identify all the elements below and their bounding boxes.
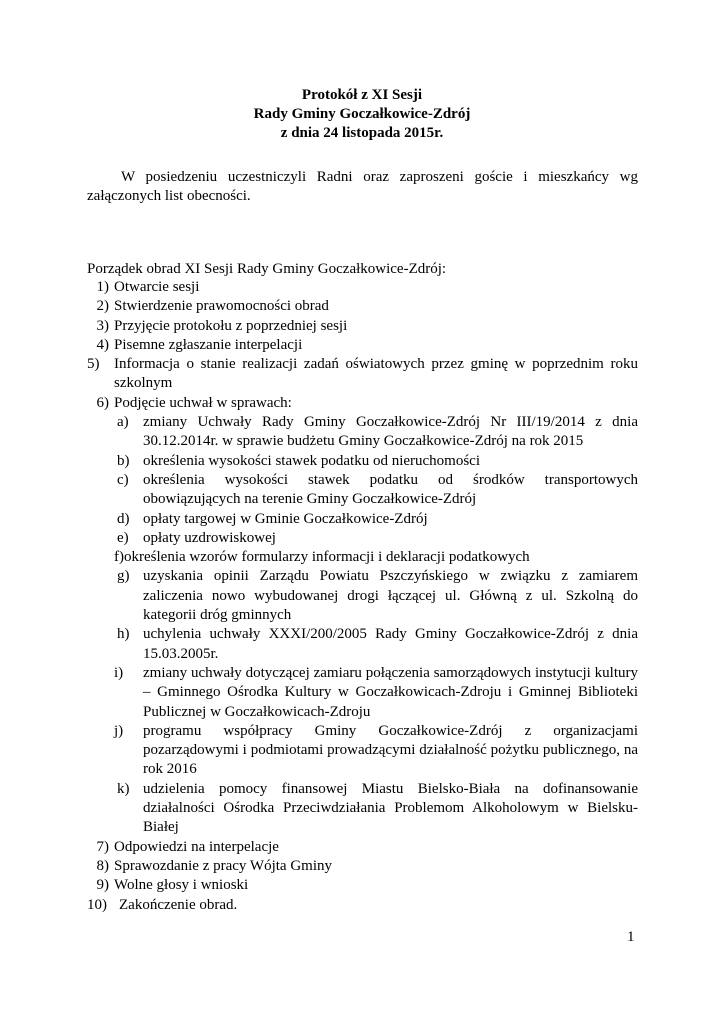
item-number: 4) <box>96 336 109 353</box>
item-number: 9) <box>96 877 109 894</box>
subitem-letter: b) <box>117 452 130 469</box>
title-line-3: z dnia 24 listopada 2015r. <box>280 125 444 141</box>
agenda-subitem <box>87 567 638 625</box>
agenda-subitem <box>87 722 638 780</box>
agenda-subitem <box>87 664 638 722</box>
item-text: Otwarcie sesji <box>114 279 200 295</box>
item-text: Informacja o stanie realizacji zadań oświatowych przez gminę w poprzednim roku szkolnym <box>114 356 638 392</box>
title-line-2: Rady Gminy Goczałkowice-Zdrój <box>253 106 471 122</box>
subitem-letter: f) <box>114 549 124 566</box>
item-number: 2) <box>96 298 109 315</box>
subitem-text: udzielenia pomocy finansowej Miastu Bielsko-Biała na dofinansowanie działalności Ośrodka Przeciwdziałania Problemom Alkoholowym w Bielsku-Białej <box>143 780 638 836</box>
subitem-letter: i) <box>114 664 124 681</box>
item-text: Stwierdzenie prawomocności obrad <box>114 298 329 315</box>
agenda-subitem <box>87 452 638 471</box>
agenda-item <box>87 394 638 413</box>
item-number: 1) <box>96 279 109 295</box>
subitem-text: zmiany uchwały dotyczącej zamiaru połączenia samorządowych instytucji kultury – Gminnego Ośrodka Kultury w Goczałkowicach-Zdroju i Gminnej Biblioteki Publicznej w Goczałkowicach-Zdroju <box>143 664 638 720</box>
item-text: Zakończenie obrad. <box>119 896 238 913</box>
agenda-item <box>87 317 638 336</box>
title-line-1: Protokół z XI Sesji <box>301 87 423 103</box>
subitem-letter: j) <box>114 722 124 739</box>
subitem-letter: g) <box>117 568 130 585</box>
item-text: Odpowiedzi na interpelacje <box>114 838 279 855</box>
subitem-text: określenia wysokości stawek podatku od nieruchomości <box>143 452 481 469</box>
item-text: Sprawozdanie z pracy Wójta Gminy <box>114 857 332 874</box>
item-text: Pisemne zgłaszanie interpelacji <box>114 336 303 353</box>
agenda-item <box>87 336 638 355</box>
subitem-text: uchylenia uchwały XXXI/200/2005 Rady Gminy Goczałkowice-Zdrój z dnia 15.03.2005r. <box>143 626 638 662</box>
item-number: 7) <box>96 838 109 855</box>
item-number: 8) <box>96 857 109 874</box>
subitem-letter: a) <box>117 414 129 431</box>
agenda-list <box>87 278 638 915</box>
subitem-text: określenia wysokości stawek podatku od środków transportowych obowiązujących na terenie Gminy Goczałkowice-Zdrój <box>143 471 638 508</box>
agenda-subitem <box>87 780 638 838</box>
item-number: 3) <box>96 317 109 334</box>
subitem-text: programu współpracy Gminy Goczałkowice-Zdrój z organizacjami pozarządowymi i podmiotami prowadzącymi działalność pożytku publicznego, na rok 2016 <box>143 722 638 778</box>
document-title <box>0 86 724 143</box>
agenda-item <box>87 278 638 297</box>
agenda-item <box>87 876 638 895</box>
intro-paragraph <box>87 168 638 207</box>
page-number: 1 <box>627 929 635 945</box>
item-text: Podjęcie uchwał w sprawach: <box>114 394 292 411</box>
subitem-letter: h) <box>117 626 130 643</box>
subitem-letter: c) <box>117 471 129 488</box>
subitem-text: określenia wzorów formularzy informacji i deklaracji podatkowych <box>124 549 530 566</box>
subitem-letter: k) <box>117 780 130 797</box>
agenda-subitem <box>87 413 638 452</box>
item-number: 6) <box>96 394 109 411</box>
agenda-item <box>87 297 638 316</box>
agenda-item <box>87 857 638 876</box>
item-number: 5) <box>87 356 100 373</box>
intro-text: W posiedzeniu uczestniczyli Radni oraz zaproszeni goście i mieszkańcy wg załączonych list obecności. <box>87 169 638 205</box>
agenda-subitem <box>87 529 638 548</box>
item-text: Przyjęcie protokołu z poprzedniej sesji <box>114 317 348 334</box>
subitem-text: uzyskania opinii Zarządu Powiatu Pszczyńskiego w związku z zamiarem zaliczenia nowo wybudowanej drogi łączącej ul. Główną z ul. Szkolną do kategorii dróg gminnych <box>143 568 638 624</box>
agenda-subitem <box>87 548 638 567</box>
agenda-item <box>87 355 638 394</box>
agenda-item <box>87 838 638 857</box>
subitem-text: opłaty targowej w Gminie Goczałkowice-Zdrój <box>143 510 428 527</box>
agenda-item <box>87 896 638 915</box>
agenda-subitem <box>87 625 638 664</box>
agenda-subitem <box>87 471 638 510</box>
item-number: 10) <box>87 896 107 913</box>
agenda-heading: Porządek obrad XI Sesji Rady Gminy Goczałkowice-Zdrój: <box>87 261 447 277</box>
subitem-letter: d) <box>117 510 130 527</box>
subitem-letter: e) <box>117 529 129 546</box>
subitem-text: opłaty uzdrowiskowej <box>143 529 276 546</box>
agenda-subitem <box>87 510 638 529</box>
item-text: Wolne głosy i wnioski <box>114 877 249 894</box>
subitem-text: zmiany Uchwały Rady Gminy Goczałkowice-Zdrój Nr III/19/2014 z dnia 30.12.2014r. w sprawie budżetu Gminy Goczałkowice-Zdrój na rok 2015 <box>143 414 638 450</box>
